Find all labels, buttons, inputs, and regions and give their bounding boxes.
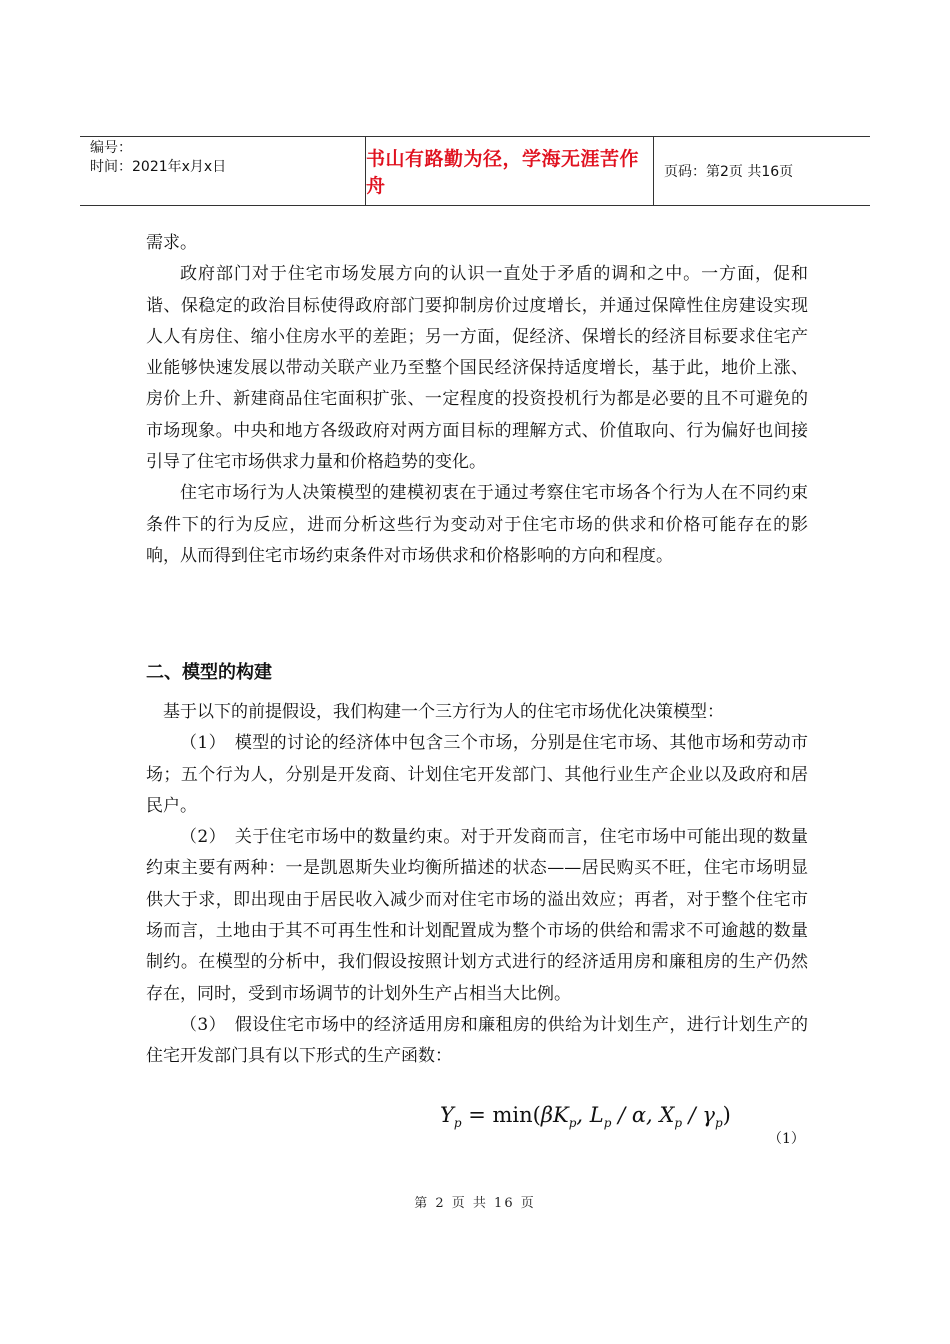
section-heading: 二、模型的构建 — [146, 662, 272, 683]
paragraph: （1） 模型的讨论的经济体中包含三个市场，分别是住宅市场、其他市场和劳动市场；五个行为人，分别是开发商、计划住宅开发部门、其他行业生产企业以及政府和居民户。 — [146, 733, 808, 816]
header-divider — [653, 137, 654, 205]
paragraph: （3） 假设住宅市场中的经济适用房和廉租房的供给为计划生产，进行计划生产的住宅开发部门具有以下形式的生产函数： — [146, 1014, 808, 1067]
number-label: 编号： — [90, 140, 132, 156]
body-text-top — [146, 228, 808, 572]
header-meta — [90, 139, 290, 177]
paragraph: 基于以下的前提假设，我们构建一个三方行为人的住宅市场优化决策模型： — [163, 702, 724, 722]
document-header — [80, 136, 870, 206]
page-footer: 第 2 页 共 16 页 — [414, 1196, 536, 1211]
paragraph: （2） 关于住宅市场中的数量约束。对于开发商而言，住宅市场中可能出现的数量约束主要有两种：一是凯恩斯失业均衡所描述的状态——居民购买不旺，住宅市场明显供大于求，即出现由于居民收入减少而对住宅市场的溢出效应；再者，对于整个住宅市场而言，土地由于其不可再生性和计划配置成为整个市场的供给和需求不可逾越的数量制约。在模型的分析中，我们假设按照计划方式进行的经济适用房和廉租房的生产仍然存在，同时，受到市场调节的计划外生产占相当大比例。 — [146, 827, 808, 1004]
body-text-bottom — [146, 697, 808, 1073]
header-page-label: 页码：第2页 共16页 — [664, 164, 794, 180]
header-motto: 书山有路勤为径，学海无涯苦作舟 — [366, 148, 640, 197]
equation-number: （1） — [768, 1131, 805, 1147]
production-function-equation: $Y_p = \min(\beta K_p$, $L_p$ / α, $X_p / \gamma_p$) — [440, 1103, 731, 1130]
paragraph: 政府部门对于住宅市场发展方向的认识一直处于矛盾的调和之中。一方面，促和谐、保稳定的政治目标使得政府部门要抑制房价过度增长，并通过保障性住房建设实现人人有房住、缩小住房水平的差距；另一方面，促经济、保增长的经济目标要求住宅产业能够快速发展以带动关联产业乃至整个国民经济保持适度增长，基于此，地价上涨、房价上升、新建商品住宅面积扩张、一定程度的投资投机行为都是必要的且不可避免的市场现象。中央和地方各级政府对两方面目标的理解方式、价值取向、行为偏好也间接引导了住宅市场供求力量和价格趋势的变化。 — [146, 264, 808, 473]
paragraph: 住宅市场行为人决策模型的建模初衷在于通过考察住宅市场各个行为人在不同约束条件下的行为反应，进而分析这些行为变动对于住宅市场的供求和价格可能存在的影响，从而得到住宅市场约束条件对市场供求和价格影响的方向和程度。 — [146, 483, 808, 566]
paragraph: 需求。 — [146, 233, 197, 253]
time-label: 时间：2021年x月x日 — [90, 159, 227, 175]
